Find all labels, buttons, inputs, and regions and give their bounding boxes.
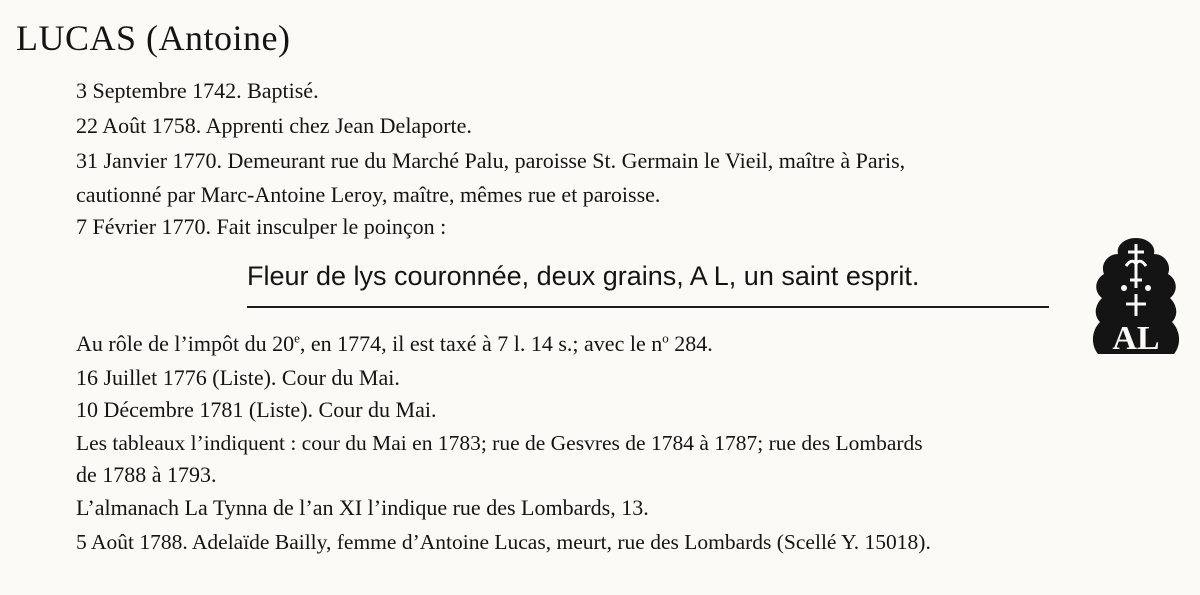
record-line-tableaux-cont: de 1788 à 1793.	[76, 462, 217, 487]
record-line-apprentice: 22 Août 1758. Apprenti chez Jean Delaporte.	[76, 113, 472, 138]
record-line-almanach: L’almanach La Tynna de l’an XI l’indique rue des Lombards, 13.	[76, 495, 649, 520]
record-line-tableaux: Les tableaux l’indiquent : cour du Mai en 1783; rue de Gesvres de 1784 à 1787; rue des Lombards	[76, 431, 923, 455]
hallmark-description: Fleur de lys couronnée, deux grains, A L, un saint esprit.	[247, 261, 920, 291]
record-line-death: 5 Août 1788. Adelaïde Bailly, femme d’Antoine Lucas, meurt, rue des Lombards (Scellé Y. 15018).	[76, 530, 931, 554]
record-line-master-cont: cautionné par Marc-Antoine Leroy, maître, mêmes rue et paroisse.	[76, 182, 661, 207]
record-line-list-1781: 10 Décembre 1781 (Liste). Cour du Mai.	[76, 397, 437, 422]
hallmark-underline	[247, 306, 1049, 308]
record-line-hallmark: 7 Février 1770. Fait insculper le poinçon :	[76, 214, 447, 239]
entry-name: LUCAS	[16, 18, 137, 58]
hallmark-stamp-icon	[1090, 236, 1182, 360]
entry-first-name: (Antoine)	[146, 18, 291, 58]
record-line-master: 31 Janvier 1770. Demeurant rue du Marché Palu, paroisse St. Germain le Vieil, maître à Paris,	[76, 148, 906, 173]
record-line-tax: Au rôle de l’impôt du 20e, en 1774, il est taxé à 7 l. 14 s.; avec le $n^o$ 284.	[76, 330, 713, 356]
hallmark-stamp-letters: AL	[1112, 320, 1160, 357]
record-line-list-1776: 16 Juillet 1776 (Liste). Cour du Mai.	[76, 365, 400, 390]
record-line-baptism: 3 Septembre 1742. Baptisé.	[76, 78, 319, 103]
entry-heading	[16, 18, 291, 58]
